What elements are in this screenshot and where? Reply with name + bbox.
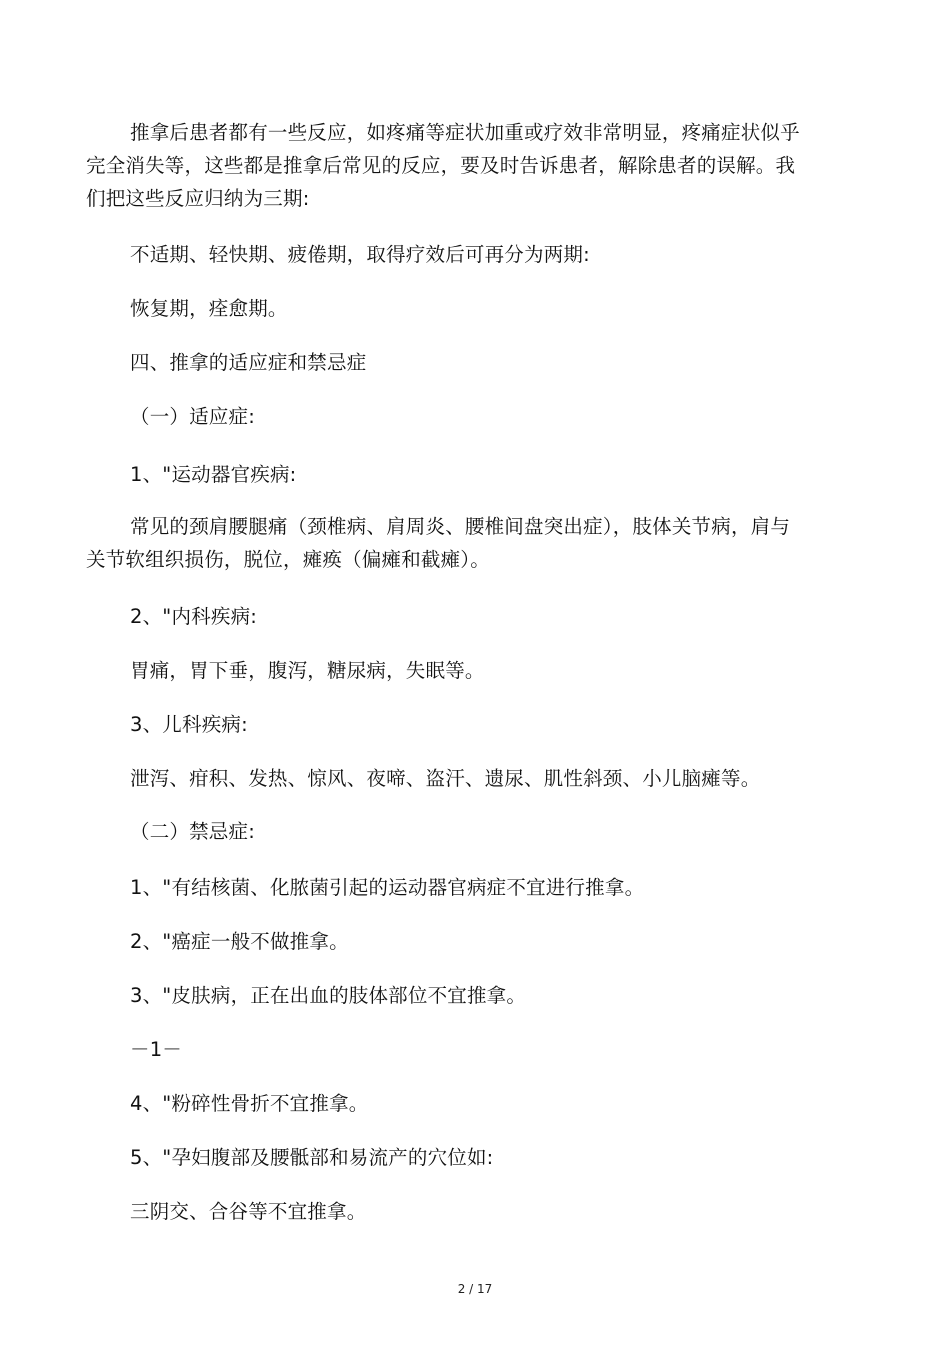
- paragraph-recovery-stages: 恢复期，痊愈期。: [130, 297, 288, 320]
- list-item-contraindication-2: 2、"癌症一般不做推拿。: [130, 930, 349, 953]
- paragraph-pediatric-diseases-detail: 泄泻、疳积、发热、惊风、夜啼、盗汗、遗尿、肌性斜颈、小儿脑瘫等。: [130, 767, 761, 790]
- list-item-contraindication-3: 3、"皮肤病，正在出血的肢体部位不宜推拿。: [130, 984, 527, 1007]
- inline-page-marker: －1－: [130, 1038, 183, 1061]
- list-item-contraindication-5: 5、"孕妇腹部及腰骶部和易流产的穴位如:: [130, 1146, 494, 1169]
- paragraph-three-stages: 不适期、轻快期、疲倦期，取得疗效后可再分为两期:: [130, 243, 590, 266]
- paragraph-motor-diseases-detail: 常见的颈肩腰腿痛（颈椎病、肩周炎、腰椎间盘突出症），肢体关节病，肩与关节软组织损伤，脱位，瘫痪（偏瘫和截瘫）。: [86, 515, 791, 571]
- section-heading-indications: 四、推拿的适应症和禁忌症: [130, 351, 367, 374]
- list-item-contraindication-1: 1、"有结核菌、化脓菌引起的运动器官病症不宜进行推拿。: [130, 876, 645, 899]
- paragraph-reactions: 推拿后患者都有一些反应，如疼痛等症状加重或疗效非常明显，疼痛症状似乎完全消失等，这些都是推拿后常见的反应，要及时告诉患者，解除患者的误解。我们把这些反应归纳为三期:: [86, 121, 800, 210]
- page-number: 2 / 17: [457, 1282, 493, 1296]
- list-item-contraindication-4: 4、"粉碎性骨折不宜推拿。: [130, 1092, 369, 1115]
- subheading-indications: （一）适应症:: [130, 405, 255, 428]
- paragraph-acupoints: 三阴交、合谷等不宜推拿。: [130, 1200, 367, 1223]
- list-item-pediatric-diseases: 3、儿科疾病:: [130, 713, 248, 736]
- list-item-internal-diseases: 2、"内科疾病:: [130, 605, 258, 628]
- paragraph-internal-diseases-detail: 胃痛，胃下垂，腹泻，糖尿病，失眠等。: [130, 659, 485, 682]
- list-item-motor-diseases: 1、"运动器官疾病:: [130, 463, 297, 486]
- subheading-contraindications: （二）禁忌症:: [130, 820, 255, 843]
